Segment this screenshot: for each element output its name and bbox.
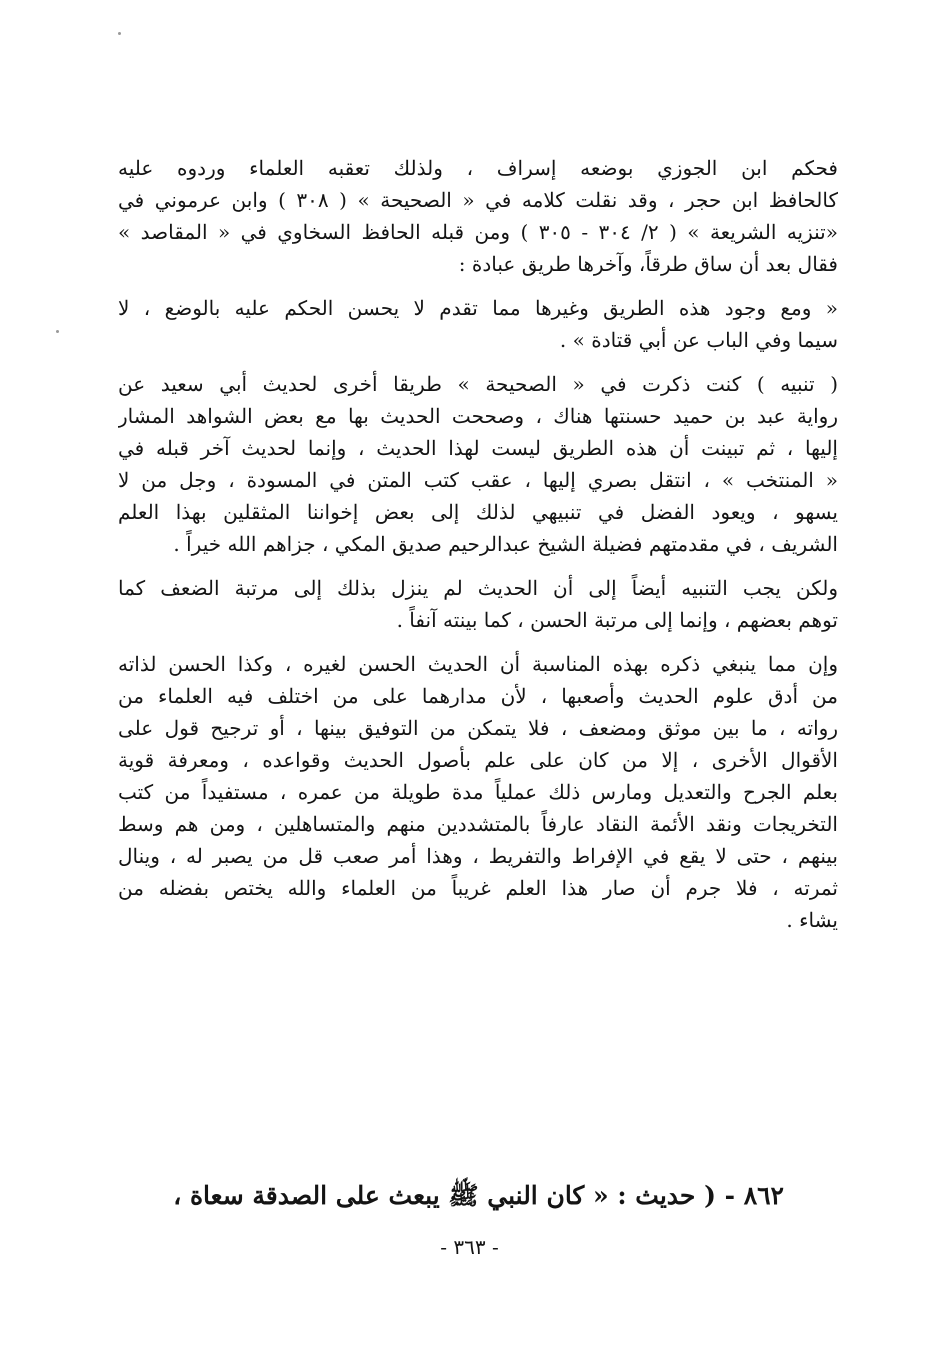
text-line: ولكن يجب التنبيه أيضاً إلى أن الحديث لم ينزل بذلك إلى مرتبة الضعف كما	[118, 576, 838, 600]
text-line: سيما وفي الباب عن أبي قتادة » .	[559, 328, 838, 352]
text-line: الشريف ، في مقدمتهم فضيلة الشيخ عبدالرحيم صديق المكي ، جزاهم الله خيراً .	[173, 532, 838, 556]
page-number: - ٣٦٣ -	[440, 1235, 499, 1259]
paragraph-5	[118, 648, 838, 936]
text-line: « المنتخب » ، انتقل بصري إليها ، عقب كتب المتن في المسودة ، وجل من لا	[118, 468, 838, 492]
text-line: وإن مما ينبغي ذكره بهذه المناسبة أن الحديث الحسن لغيره ، وكذا الحسن لذاته	[118, 652, 838, 676]
text-line: كالحافظ ابن حجر ، وقد نقلت كلامه في « الصحيحة » ( ٣٠٨ ) وابن عرموني في	[118, 188, 838, 212]
text-line: توهم بعضهم ، وإنما إلى مرتبة الحسن ، كما بينته آنفاً .	[396, 608, 838, 632]
paragraph-4	[118, 572, 838, 636]
text-line: « ومع وجود هذه الطريق وغيرها مما تقدم لا يحسن الحكم عليه بالوضع ، لا	[118, 296, 838, 320]
hadith-heading: ٨٦٢ - ( حديث : « كان النبي ﷺ يبعث على الصدقة سعاة ،	[173, 1181, 784, 1210]
text-line: ( تنبيه ) كنت ذكرت في « الصحيحة » طريقا أخرى لحديث أبي سعيد عن	[118, 372, 838, 396]
paragraph-2-quote	[118, 292, 838, 356]
text-line: ثمرته ، فلا جرم أن صار هذا العلم غريباً من العلماء والله يختص بفضله من	[118, 876, 838, 900]
text-line: فقال بعد أن ساق طرقاً، وآخرها طريق عبادة :	[458, 252, 838, 276]
text-line: رواته ، ما بين موثق ومضعف ، فلا يتمكن من التوفيق بينها ، أو ترجيح قول على	[118, 716, 838, 740]
text-line: بينهم ، حتى لا يقع في الإفراط والتفريط ، وهذا أمر صعب قل من يصبر له ، وينال	[118, 844, 838, 868]
text-line: يشاء .	[786, 908, 838, 932]
scan-speck	[118, 32, 121, 35]
body-text	[118, 152, 838, 936]
text-line: إليها ، ثم تبينت أن هذه الطريق ليست لهذا الحديث ، وإنما لحديث آخر قبله في	[118, 436, 838, 460]
text-line: يسهو ، ويعود الفضل في تنبيهي لذلك إلى بعض إخواننا المثقلين بهذا العلم	[118, 500, 838, 524]
text-line: التخريجات ونقد الأئمة النقاد عارفاً بالمتشددين منهم والمتساهلين ، ومن هم وسط	[118, 812, 838, 836]
text-line: الأقوال الأخرى ، إلا من كان على علم بأصول الحديث وقواعده ، ومعرفة قوية	[118, 748, 838, 772]
text-line: رواية عبد بن حميد حسنتها هناك ، وصححت الحديث بها مع بعض الشواهد المشار	[118, 404, 838, 428]
text-line: من أدق علوم الحديث وأصعبها ، لأن مدارهما على من اختلف فيه العلماء من	[118, 684, 838, 708]
scan-speck	[56, 330, 59, 333]
paragraph-1	[118, 152, 838, 280]
text-line: بعلم الجرح والتعديل ومارس ذلك عملياً مدة طويلة من عمره ، مستفيداً من كتب	[118, 780, 838, 804]
text-line: فحكم ابن الجوزي بوضعه إسراف ، ولذلك تعقبه العلماء وردوه عليه	[118, 156, 838, 180]
paragraph-3-note	[118, 368, 838, 560]
text-line: «تنزيه الشريعة » ( ٢/ ٣٠٤ - ٣٠٥ ) ومن قبله الحافظ السخاوي في « المقاصد »	[118, 220, 838, 244]
